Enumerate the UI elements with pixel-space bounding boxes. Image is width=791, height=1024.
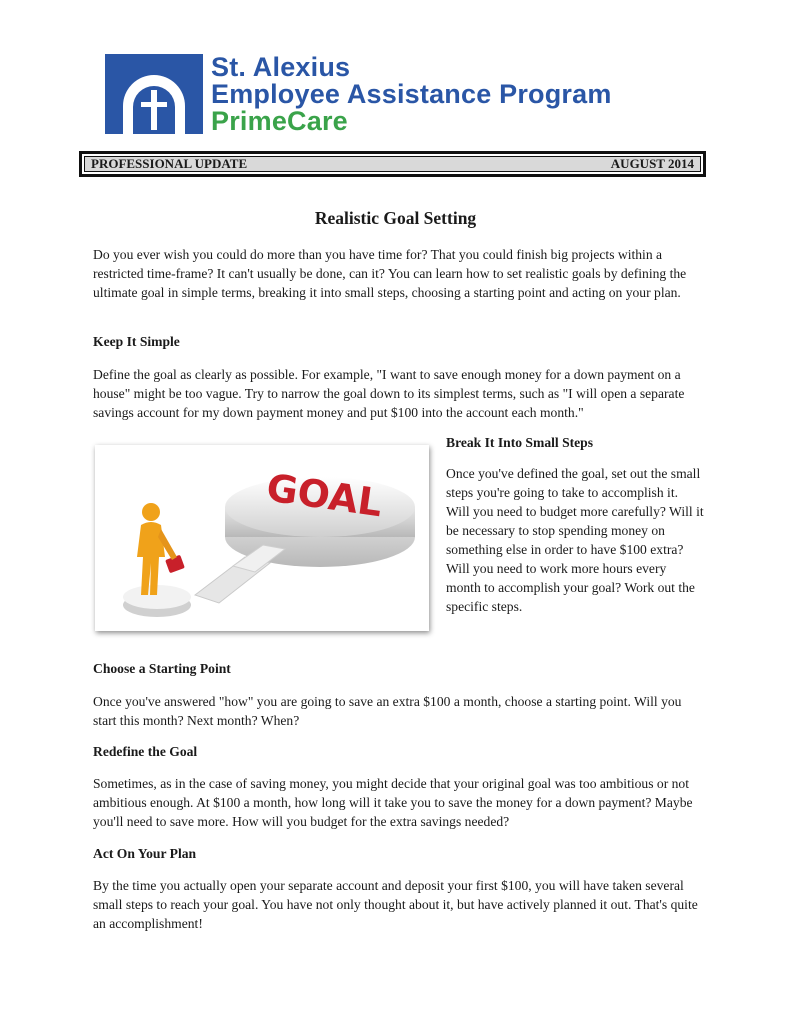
section-body-small-steps: Once you've defined the goal, set out the small steps you're going to take to accomplish it. Will you need to budget more carefully? Will it be necessary to stop spending money on something else in order to have $100 extra? Will you need to work more hours every month to accomplish your goal? Work out the specific steps. — [446, 466, 704, 614]
section-heading-small-steps: Break It Into Small Steps — [446, 435, 594, 450]
logo-line-organization: St. Alexius — [211, 52, 351, 82]
section-body-act: By the time you actually open your separate account and deposit your first $100, you will have taken several small steps to reach your goal. You have not only thought about it, but have actively planned it out. That's quite an accomplishment! — [93, 878, 698, 931]
section-heading-redefine: Redefine the Goal — [93, 744, 198, 759]
logo-line-primecare: PrimeCare — [211, 106, 348, 136]
section-body-redefine: Sometimes, as in the case of saving money, you might decide that your original goal was too ambitious or not ambitious enough. At $100 a month, how long will it take you to save the money for a down payment? Maybe you'll need to save more. How will you budget for the extra savings needed? — [93, 776, 693, 829]
banner-label: PROFESSIONAL UPDATE — [91, 156, 248, 171]
intro-paragraph: Do you ever wish you could do more than you have time for? That you could finish big projects within a restricted time-frame? It can't usually be done, can it? You can learn how to set realistic goals by defining the ultimate goal in simple terms, breaking it into small steps, choosing a starting point and acting on your plan. — [93, 247, 687, 300]
section-body-starting-point: Once you've answered "how" you are going to save an extra $100 a month, choose a starting point. Will you start this month? Next month? When? — [93, 694, 682, 728]
banner-date: AUGUST 2014 — [610, 156, 694, 171]
section-heading-starting-point: Choose a Starting Point — [93, 661, 231, 676]
goal-word: GOAL — [263, 465, 385, 526]
goal-illustration-graphic — [95, 445, 429, 631]
logo-wordmark — [211, 54, 612, 135]
logo-line-program: Employee Assistance Program — [211, 79, 612, 109]
section-body-keep-it-simple: Define the goal as clearly as possible. For example, "I want to save enough money for a down payment on a house" might be too vague. Try to narrow the goal down to its simplest terms, such as "I will open a separate savings account for my down payment money and put $100 into the account each month." — [93, 367, 685, 420]
article-title: Realistic Goal Setting — [314, 208, 477, 228]
st-alexius-cross-icon — [105, 54, 203, 134]
newsletter-banner — [79, 151, 706, 177]
section-heading-act: Act On Your Plan — [93, 846, 197, 861]
header-logo — [105, 54, 675, 136]
section-heading-keep-it-simple: Keep It Simple — [93, 334, 180, 349]
goal-illustration — [95, 445, 429, 631]
